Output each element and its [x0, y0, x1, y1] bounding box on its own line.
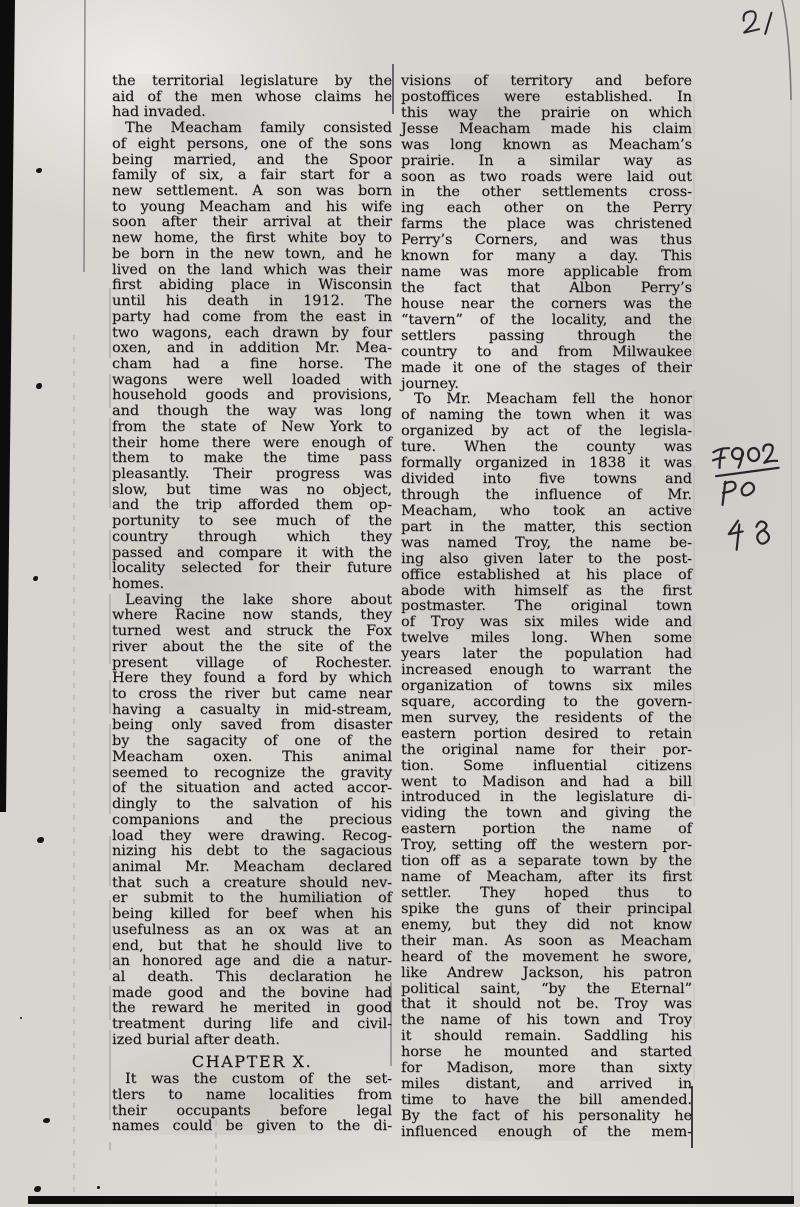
text-line: formally organized in 1838 it was [401, 455, 692, 472]
text-line: being married, and the Spoor [112, 151, 392, 168]
text-line: influenced enough of the mem- [401, 1123, 692, 1140]
text-line: new settlement. A son was born [112, 183, 392, 200]
text-line: cham had a fine horse. The [112, 355, 392, 372]
text-line: horse he mounted and started [401, 1044, 692, 1061]
text-line: Troy, setting off the western por- [401, 837, 692, 854]
text-line: miles distant, and arrived in [401, 1076, 692, 1093]
text-line: Perry’s Corners, and was thus [401, 232, 692, 249]
text-line: to cross the river but came near [112, 686, 392, 703]
text-line: men survey, the residents of the [401, 709, 692, 726]
text-line: tlers to name localities from [112, 1087, 392, 1103]
text-line: had invaded. [112, 104, 206, 121]
text-line: their occupants before legal [112, 1102, 392, 1119]
text-line: went to Madison and had a bill [401, 773, 692, 790]
text-line: office established at his place of [401, 566, 692, 583]
text-line: eastern portion desired to retain [401, 725, 692, 742]
text-line: first abiding place in Wisconsin [112, 277, 392, 294]
text-line: years later the population had [401, 646, 692, 663]
text-line: country to and from Milwaukee [401, 343, 692, 360]
text-line: al death. This declaration he [112, 968, 392, 985]
handwritten-code-48 [725, 515, 777, 560]
text-line: heard of the movement he swore, [401, 948, 692, 965]
text-line: like Andrew Jackson, his patron [401, 964, 692, 981]
text-line: lived on the land which was their [112, 261, 392, 278]
ink-speck [43, 1118, 50, 1123]
text-line: It was the custom of the set- [125, 1071, 392, 1088]
text-line: be born in the new town, and he [112, 245, 392, 262]
text-line: By the fact of his personality he [401, 1107, 692, 1124]
text-line: part in the matter, this section [401, 518, 692, 535]
text-line: ing also given later to the post- [401, 550, 692, 567]
text-line: Here they found a ford by which [112, 670, 392, 687]
text-line: from the state of New York to [112, 418, 392, 435]
text-line: farms the place was christened [401, 216, 692, 233]
text-line: for Madison, more than sixty [401, 1060, 692, 1077]
text-line: passed and compare it with the [112, 544, 392, 561]
text-line: soon as two roads were laid out [401, 168, 692, 185]
text-line: until his death in 1912. The [112, 293, 392, 310]
text-line: that it should not be. Troy was [401, 996, 692, 1013]
text-line: their man. As soon as Meacham [401, 932, 692, 949]
text-line: viding the town and giving the [401, 805, 692, 822]
text-line: river about the the site of the [112, 638, 392, 655]
text-line: slow, but time was no object, [112, 481, 392, 498]
text-line: of the situation and acted accor- [112, 780, 392, 797]
text-line: “tavern” of the locality, and the [401, 311, 692, 328]
text-line: treatment during life and civil- [112, 1016, 392, 1033]
text-line: this way the prairie on which [401, 104, 692, 121]
text-line: having a casualty in mid-stream, [112, 701, 392, 718]
text-line: tion. Some influential citizens [401, 757, 692, 774]
text-line: journey. [401, 375, 459, 392]
text-line: The Meacham family consisted [125, 120, 392, 137]
text-line: abode with himself as the first [401, 582, 692, 599]
text-line: party had come from the east in [112, 308, 392, 325]
text-line: made good and the bovine had [112, 984, 392, 1001]
text-line: two wagons, each drawn by four [112, 324, 392, 341]
text-line: twelve miles long. When some [401, 630, 692, 647]
text-line: names could be given to the di- [112, 1118, 392, 1135]
text-line: the name of his town and Troy [401, 1012, 692, 1029]
text-line: usefulness as an ox was at an [112, 921, 392, 938]
text-line: homes. [112, 576, 165, 592]
text-line: ing each other on the Perry [401, 200, 692, 217]
handwritten-page-number [737, 7, 790, 47]
text-line: visions of territory and before [401, 73, 692, 89]
text-line: organized by act of the legisla- [401, 423, 692, 440]
text-line: house near the corners was the [401, 295, 692, 312]
text-line: household goods and provisions, [112, 387, 392, 404]
text-line: settler. They hoped thus to [401, 885, 692, 902]
text-line: er submit to the humiliation of [112, 890, 392, 907]
text-line: and though the way was long [112, 403, 392, 420]
text-line: an honored age and die a natur- [112, 953, 392, 970]
right-column [401, 74, 692, 1141]
ink-speck [36, 168, 42, 173]
text-line: their home there were enough of [112, 434, 392, 451]
text-line: nizing his debt to the sagacious [112, 843, 392, 860]
text-line: oxen, and in addition Mr. Mea- [112, 340, 392, 357]
text-line: spike the guns of their principal [401, 900, 692, 917]
text-line: aid of the men whose claims he [112, 88, 392, 105]
ink-speck [34, 1186, 41, 1192]
text-line: enemy, but they did not know [401, 916, 692, 933]
ink-speck [97, 1186, 100, 1189]
text-line: being only saved from disaster [112, 717, 392, 734]
text-line: of naming the town when it was [401, 407, 692, 424]
bottom-rule [28, 1196, 794, 1204]
text-line: locality selected for their future [112, 560, 392, 577]
text-line: Meacham oxen. This animal [112, 748, 392, 765]
text-line: new home, the first white boy to [112, 230, 392, 247]
text-line: postmaster. The original town [401, 598, 692, 615]
text-line: made it one of the stages of their [401, 359, 692, 376]
ink-speck [20, 1017, 22, 1019]
text-line: end, but that he should live to [112, 937, 392, 954]
text-line: organization of towns six miles [401, 678, 692, 695]
text-line: portunity to see much of the [112, 513, 392, 530]
text-line: ture. When the county was [401, 439, 692, 456]
text-line: the reward he merited in good [112, 1000, 392, 1017]
chapter-heading: CHAPTER X. [191, 1051, 313, 1071]
text-line: them to make the time pass [112, 450, 392, 467]
text-line: ized burial after death. [112, 1031, 280, 1048]
text-line: by the sagacity of one of the [112, 733, 392, 750]
text-line: that such a creature should nev- [112, 874, 392, 891]
text-line: tion off as a separate town by the [401, 853, 692, 870]
text-line: in the other settlements cross- [401, 184, 692, 201]
left-column [112, 74, 392, 1135]
text-line: time to have the bill amended. [401, 1092, 692, 1108]
text-line: Leaving the lake shore about [125, 591, 392, 608]
text-line: the territorial legislature by the [112, 73, 392, 89]
handwritten-code-po [716, 476, 762, 512]
text-line: of Troy was six miles wide and [401, 614, 692, 631]
text-line: To Mr. Meacham fell the honor [414, 391, 692, 408]
text-line: present village of Rochester. [112, 654, 392, 671]
ink-speck [36, 383, 42, 389]
ink-speck [37, 837, 44, 843]
margin-crease-line [84, 0, 85, 272]
text-line: introduced in the legislature di- [401, 789, 692, 806]
text-line: and the trip afforded them op- [112, 497, 392, 514]
text-line: animal Mr. Meacham declared [112, 858, 392, 875]
text-line: wagons were well loaded with [112, 371, 392, 388]
text-line: settlers passing through the [401, 327, 692, 344]
text-line: square, according to the govern- [401, 693, 692, 710]
text-line: postoffices were established. In [401, 88, 692, 105]
text-line: seemed to recognize the gravity [112, 764, 392, 781]
text-line: Meacham, who took an active [401, 502, 692, 519]
handwritten-code-f902 [711, 439, 783, 482]
text-line: being killed for beef when his [112, 906, 392, 923]
text-line: name of Meacham, after its first [401, 869, 692, 886]
text-line: through the influence of Mr. [401, 486, 692, 503]
text-line: prairie. In a similar way as [401, 152, 692, 169]
text-line: political saint, “by the Eternal” [401, 980, 692, 997]
text-line: Jesse Meacham made his claim [401, 120, 692, 137]
text-line: the fact that Albon Perry’s [401, 279, 692, 296]
text-line: soon after their arrival at their [112, 214, 392, 231]
text-line: pleasantly. Their progress was [112, 465, 392, 482]
text-line: turned west and struck the Fox [112, 623, 392, 640]
text-line: eastern portion the name of [401, 821, 692, 838]
text-line: was named Troy, the name be- [401, 534, 692, 551]
text-line: it should remain. Saddling his [401, 1028, 692, 1045]
page-edge-line [791, 100, 792, 1200]
ink-speck [33, 576, 38, 581]
text-line: to young Meacham and his wife [112, 198, 392, 215]
scan-edge-band [0, 0, 15, 812]
text-line: known for many a day. This [401, 248, 692, 265]
text-line: dingly to the salvation of his [112, 796, 392, 813]
text-line: of eight persons, one of the sons [112, 135, 392, 152]
text-line: family of six, a fair start for a [112, 167, 392, 184]
text-line: increased enough to warrant the [401, 662, 692, 679]
text-line: country through which they [112, 528, 392, 545]
text-line: name was more applicable from [401, 264, 692, 281]
text-line: was long known as Meacham’s [401, 136, 692, 153]
text-line: where Racine now stands, they [112, 607, 392, 624]
text-line: load they were drawing. Recog- [112, 827, 392, 844]
text-line: the original name for their por- [401, 741, 692, 758]
text-line: divided into five towns and [401, 471, 692, 488]
text-line: companions and the precious [112, 811, 392, 828]
